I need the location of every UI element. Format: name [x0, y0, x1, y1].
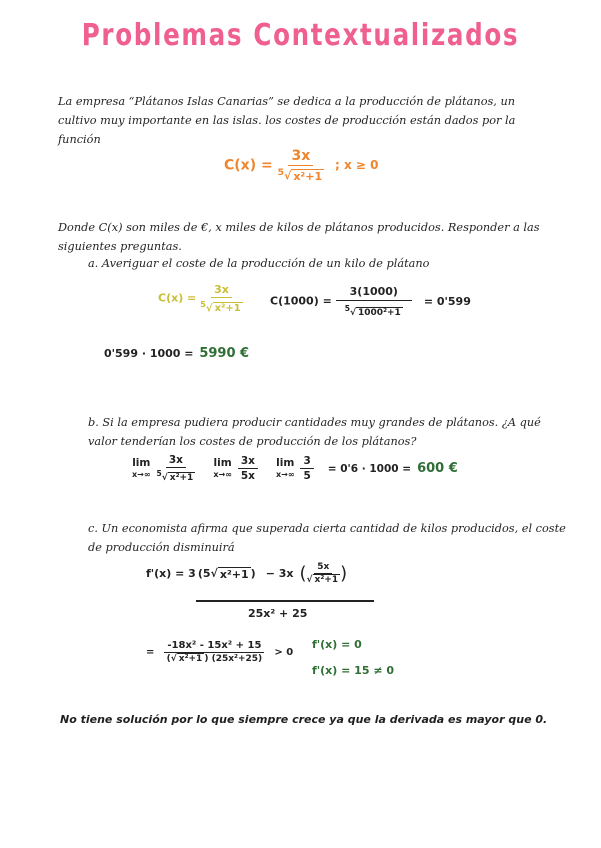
limit3-denominator: 5 — [303, 470, 311, 482]
limit1-numerator: 3x — [166, 454, 186, 468]
recall-fraction — [200, 283, 243, 314]
part-c-question: c. Un economista afirma que superada cierta cantidad de kilos producidos, el coste de producción disminuirá — [88, 522, 566, 554]
function-numerator: 3x — [288, 148, 313, 166]
function-root-index: 5 — [277, 167, 284, 178]
derivative-inner-numerator: 5x — [314, 562, 332, 574]
eval-lhs: C(1000) = — [270, 294, 332, 308]
recall-radicand: x²+1 — [214, 303, 241, 315]
function-definition — [224, 148, 378, 183]
eval-radicand: 1000²+1 — [358, 308, 401, 318]
recall-lhs: C(x) = — [158, 291, 197, 305]
part-b-limits — [132, 454, 458, 483]
simplified-comparison: > 0 — [274, 646, 294, 658]
limit2-fraction — [238, 455, 258, 482]
derivative-paren-open: (5 — [197, 567, 211, 580]
derivative-inner-fraction — [307, 562, 341, 585]
limit-operator: lim x→∞ — [132, 456, 151, 479]
root-sign-icon: √ — [306, 575, 313, 585]
root-sign-icon: √ — [205, 303, 213, 315]
part-a-answer: 5990 € — [199, 346, 250, 361]
eval-root-index: 5 — [344, 304, 350, 313]
limit-operator: lim x→∞ — [213, 456, 232, 479]
intro-paragraph: La empresa “Plátanos Islas Canarias” se dedica a la producción de plátanos, un cultivo muy importante en las islas. los costes de producción están dados por la función — [58, 95, 516, 146]
function-radicand: x²+1 — [293, 169, 323, 183]
simplified-numerator: -18x² - 15x² + 15 — [164, 640, 264, 653]
eval-result: = 0'599 — [423, 294, 471, 308]
eval-numerator: 3(1000) — [336, 285, 412, 301]
function-domain: ; x ≥ 0 — [334, 158, 379, 173]
simplified-fraction: $\frac{\text{-18x² - 15x² + 15}}{\text{(√ x²+1 ) (25x²+25)}}$ — [164, 640, 264, 664]
root-sign-icon: √ — [350, 308, 357, 318]
recall-root-index: 5 — [200, 299, 206, 309]
function-fraction — [278, 148, 325, 183]
derivative-denominator: 25x² + 25 — [248, 607, 308, 620]
root-sign-icon: √ — [210, 567, 218, 580]
conclusion-text: No tiene solución por lo que siempre crece ya que la derivada es mayor que 0. — [60, 713, 548, 726]
derivative-minus-term: − 3x — [265, 567, 294, 580]
derivative-paren-close: ) — [250, 567, 256, 580]
root-sign-icon: √ — [283, 169, 292, 183]
page-title: Problemas Contextualizados — [81, 18, 520, 53]
limit1-root-index: 5 — [156, 469, 162, 478]
derivative-numerator: f'(x) = 3 (5 √ x²+1 ) − 3x ( $\frac{5x}{\text{√ x²+1}}$ ) — [146, 562, 348, 585]
simplified-expression — [146, 640, 293, 664]
statement-paragraph: Donde C(x) son miles de €, x miles de kilos de plátanos producidos. Responder a las siguientes preguntas. — [58, 221, 540, 253]
part-b-answer: 600 € — [417, 461, 458, 476]
derivative-inner-radicand: x²+1 — [314, 575, 339, 585]
part-a-recall — [158, 283, 243, 314]
derivative-lhs: f'(x) = 3 — [146, 567, 196, 580]
simplified-denominator-rest: (25x²+25) — [211, 654, 263, 664]
limit-result-expr: = 0'6 · 1000 = — [327, 462, 412, 475]
limit2-numerator: 3x — [238, 455, 258, 469]
function-lhs: C(x) = — [224, 157, 273, 174]
part-a-question: a. Averiguar el coste de la producción de un kilo de plátano — [88, 257, 430, 270]
limit3-fraction — [300, 455, 313, 482]
part-a-answer-expr: 0'599 · 1000 = — [104, 347, 194, 360]
root-sign-icon: √ — [161, 473, 168, 483]
condition-1: f'(x) = 0 — [312, 638, 362, 651]
derivative-radicand: x²+1 — [219, 567, 249, 581]
limit2-denominator: 5x — [240, 470, 255, 482]
simplified-radicand: x²+1 — [178, 654, 203, 664]
part-a-evaluation — [270, 285, 471, 318]
limit-operator: lim x→∞ — [275, 456, 295, 479]
derivative-fraction-bar — [196, 600, 374, 602]
part-b-question: b. Si la empresa pudiera producir cantidades muy grandes de plátanos. ¿A qué valor tenderían los costes de producción de los plátanos? — [88, 416, 541, 448]
eval-fraction — [336, 285, 412, 318]
part-a-answer-line — [104, 346, 249, 361]
condition-2: f'(x) = 15 ≠ 0 — [312, 664, 395, 677]
recall-numerator: 3x — [211, 283, 232, 298]
limit3-numerator: 3 — [300, 455, 313, 469]
limit1-fraction — [157, 454, 196, 483]
simplified-equals: = — [146, 646, 155, 658]
root-sign-icon: √ — [170, 654, 177, 664]
limit1-radicand: x²+1 — [169, 473, 194, 483]
